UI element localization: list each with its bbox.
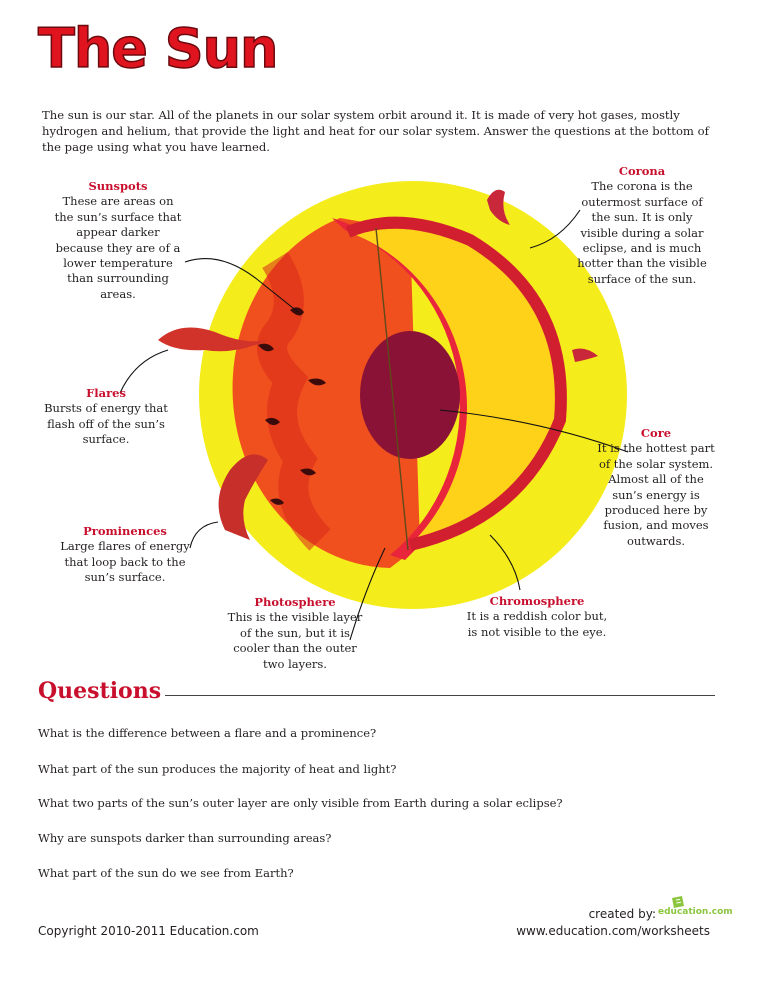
photosphere-text: This is the visible layer of the sun, but it is cooler than the outer two layers. [227, 610, 363, 671]
corona-text: The corona is the outermost surface of the sun. It is only visible during a solar eclipse, and is much hotter than the visible surface of the sun. [577, 179, 707, 286]
core-text: It is the hottest part of the solar system. Almost all of the sun’s energy is produced here by fusion, and moves outwards. [597, 441, 715, 548]
worksheets-link[interactable]: www.education.com/worksheets [516, 924, 710, 938]
sunspots-heading: Sunspots [88, 179, 148, 193]
label-photosphere [225, 595, 365, 672]
label-flares [44, 386, 168, 448]
question-item: Why are sunspots darker than surrounding areas? [38, 831, 332, 845]
core-heading: Core [640, 426, 672, 440]
photosphere-heading: Photosphere [254, 595, 336, 609]
created-by-label: created by: [588, 907, 656, 921]
questions-heading: Questions [38, 678, 162, 704]
label-core [592, 426, 720, 549]
copyright: Copyright 2010-2011 Education.com [38, 924, 259, 938]
label-chromosphere [462, 594, 612, 640]
core [360, 331, 460, 459]
intro-text: The sun is our star. All of the planets in our solar system orbit around it. It is made of very hot gases, mostly hydrogen and helium, that provide the light and heat for our solar system. Answer the questions at the bottom of the page using what you have learned. [42, 108, 709, 154]
chromosphere-text: It is a reddish color but, is not visible to the eye. [466, 609, 608, 639]
question-item: What part of the sun produces the majority of heat and light? [38, 762, 397, 776]
corona-heading: Corona [618, 164, 666, 178]
sunspots-text: These are areas on the sun’s surface that appear darker because they are of a lower temperature than surrounding areas. [54, 194, 182, 301]
page-title: The Sun [38, 17, 278, 80]
question-item: What part of the sun do we see from Earth? [38, 866, 294, 880]
label-sunspots [54, 179, 182, 302]
flares-heading: Flares [86, 386, 126, 400]
education-logo-text: education.com [658, 907, 733, 917]
prominences-heading: Prominences [83, 524, 167, 538]
question-item: What is the difference between a flare and a prominence? [38, 726, 377, 740]
flares-text: Bursts of energy that flash off of the sun’s surface. [44, 401, 168, 447]
question-item: What two parts of the sun’s outer layer are only visible from Earth during a solar eclipse? [38, 796, 563, 810]
prominences-text: Large flares of energy that loop back to the sun’s surface. [60, 539, 190, 585]
chromosphere-heading: Chromosphere [489, 594, 585, 608]
label-corona [573, 164, 711, 287]
questions-rule [165, 695, 715, 696]
label-prominences [58, 524, 192, 586]
